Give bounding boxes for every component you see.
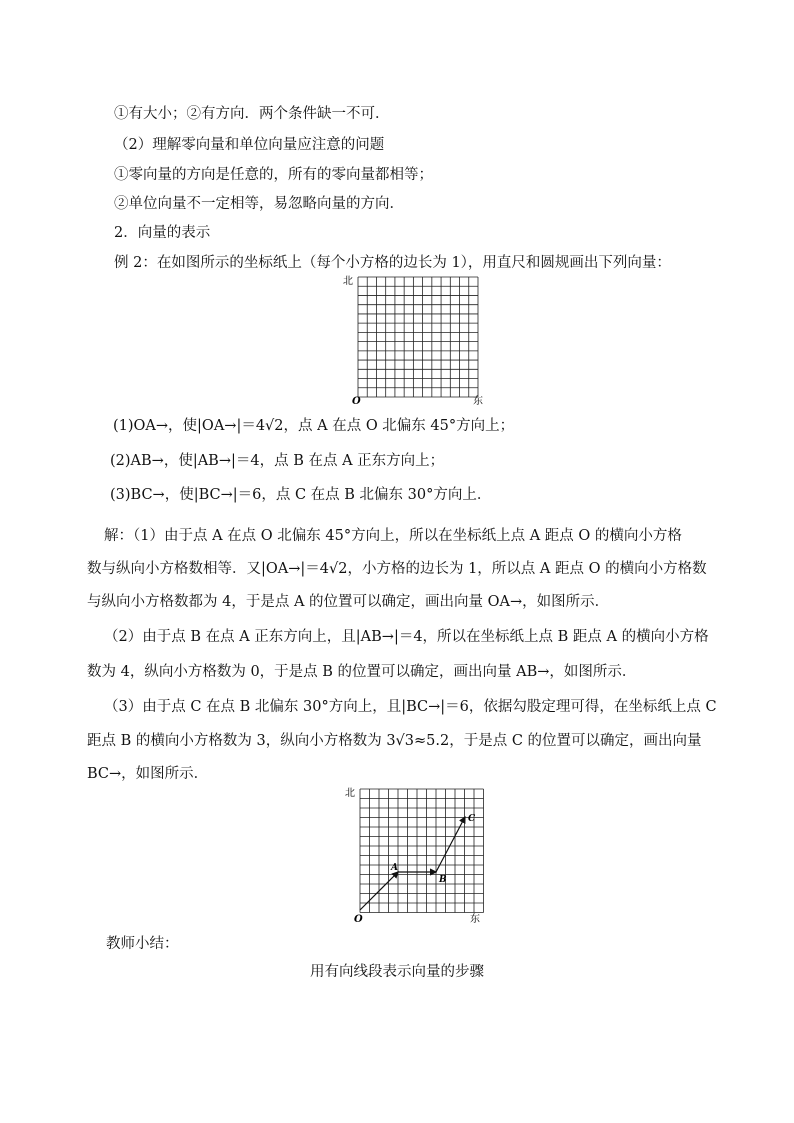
- task-1: (1)OA→，使|OA→|＝4√2，点 A 在点 O 北偏东 45°方向上；: [113, 418, 515, 434]
- origin-label: O: [352, 396, 361, 406]
- task-3: (3)BC→，使|BC→|＝6，点 C 在点 B 北偏东 30°方向上．: [110, 487, 492, 503]
- summary-title: 用有向线段表示向量的步骤: [310, 964, 484, 980]
- origin-label: O: [354, 914, 363, 924]
- solution-line-2: 数与纵向小方格数相等．又|OA→|＝4√2，小方格的边长为 1，所以点 A 距点 O 的横向小方格数: [87, 561, 707, 577]
- solution-line-3: 与纵向小方格数都为 4，于是点 A 的位置可以确定，画出向量 OA→，如图所示．: [87, 594, 610, 610]
- coordinate-grid-solution: [342, 784, 492, 924]
- north-label: 北: [345, 788, 355, 799]
- solution-line-5: 数为 4，纵向小方格数为 0，于是点 B 的位置可以确定，画出向量 AB→，如图所示．: [87, 664, 637, 680]
- coordinate-grid-blank: [340, 272, 490, 406]
- solution-line-4: （2）由于点 B 在点 A 正东方向上，且|AB→|＝4，所以在坐标纸上点 B 距点 A 的横向小方格: [104, 629, 709, 645]
- vector-bc: [436, 817, 465, 872]
- text-line-3: ①零向量的方向是任意的，所有的零向量都相等；: [114, 167, 433, 183]
- point-c-label: C: [468, 814, 476, 824]
- east-label: 东: [470, 914, 480, 924]
- point-b-label: B: [439, 875, 447, 885]
- task-2: (2)AB→，使|AB→|＝4，点 B 在点 A 正东方向上；: [110, 453, 445, 469]
- text-line-4: ②单位向量不一定相等，易忽略向量的方向．: [114, 196, 404, 212]
- text-line-1: ①有大小；②有方向．两个条件缺一不可．: [114, 106, 390, 122]
- solution-line-8: BC→，如图所示．: [87, 766, 209, 782]
- example-statement: 例 2：在如图所示的坐标纸上（每个小方格的边长为 1），用直尺和圆规画出下列向量：: [114, 255, 671, 271]
- solution-line-6: （3）由于点 C 在点 B 北偏东 30°方向上，且|BC→|＝6，依据勾股定理可得，在坐标纸上点 C: [104, 699, 717, 715]
- text-line-2: （2）理解零向量和单位向量应注意的问题: [114, 137, 385, 153]
- section-heading: 2．向量的表示: [114, 225, 211, 241]
- solution-line-1: 解：（1）由于点 A 在点 O 北偏东 45°方向上，所以在坐标纸上点 A 距点 O 的横向小方格: [104, 528, 682, 544]
- solution-line-7: 距点 B 的横向小方格数为 3，纵向小方格数为 3√3≈5.2，于是点 C 的位置可以确定，画出向量: [87, 733, 702, 749]
- teacher-summary-label: 教师小结：: [106, 936, 179, 952]
- point-a-label: A: [391, 863, 398, 873]
- east-label: 东: [473, 396, 483, 406]
- north-label: 北: [343, 276, 353, 287]
